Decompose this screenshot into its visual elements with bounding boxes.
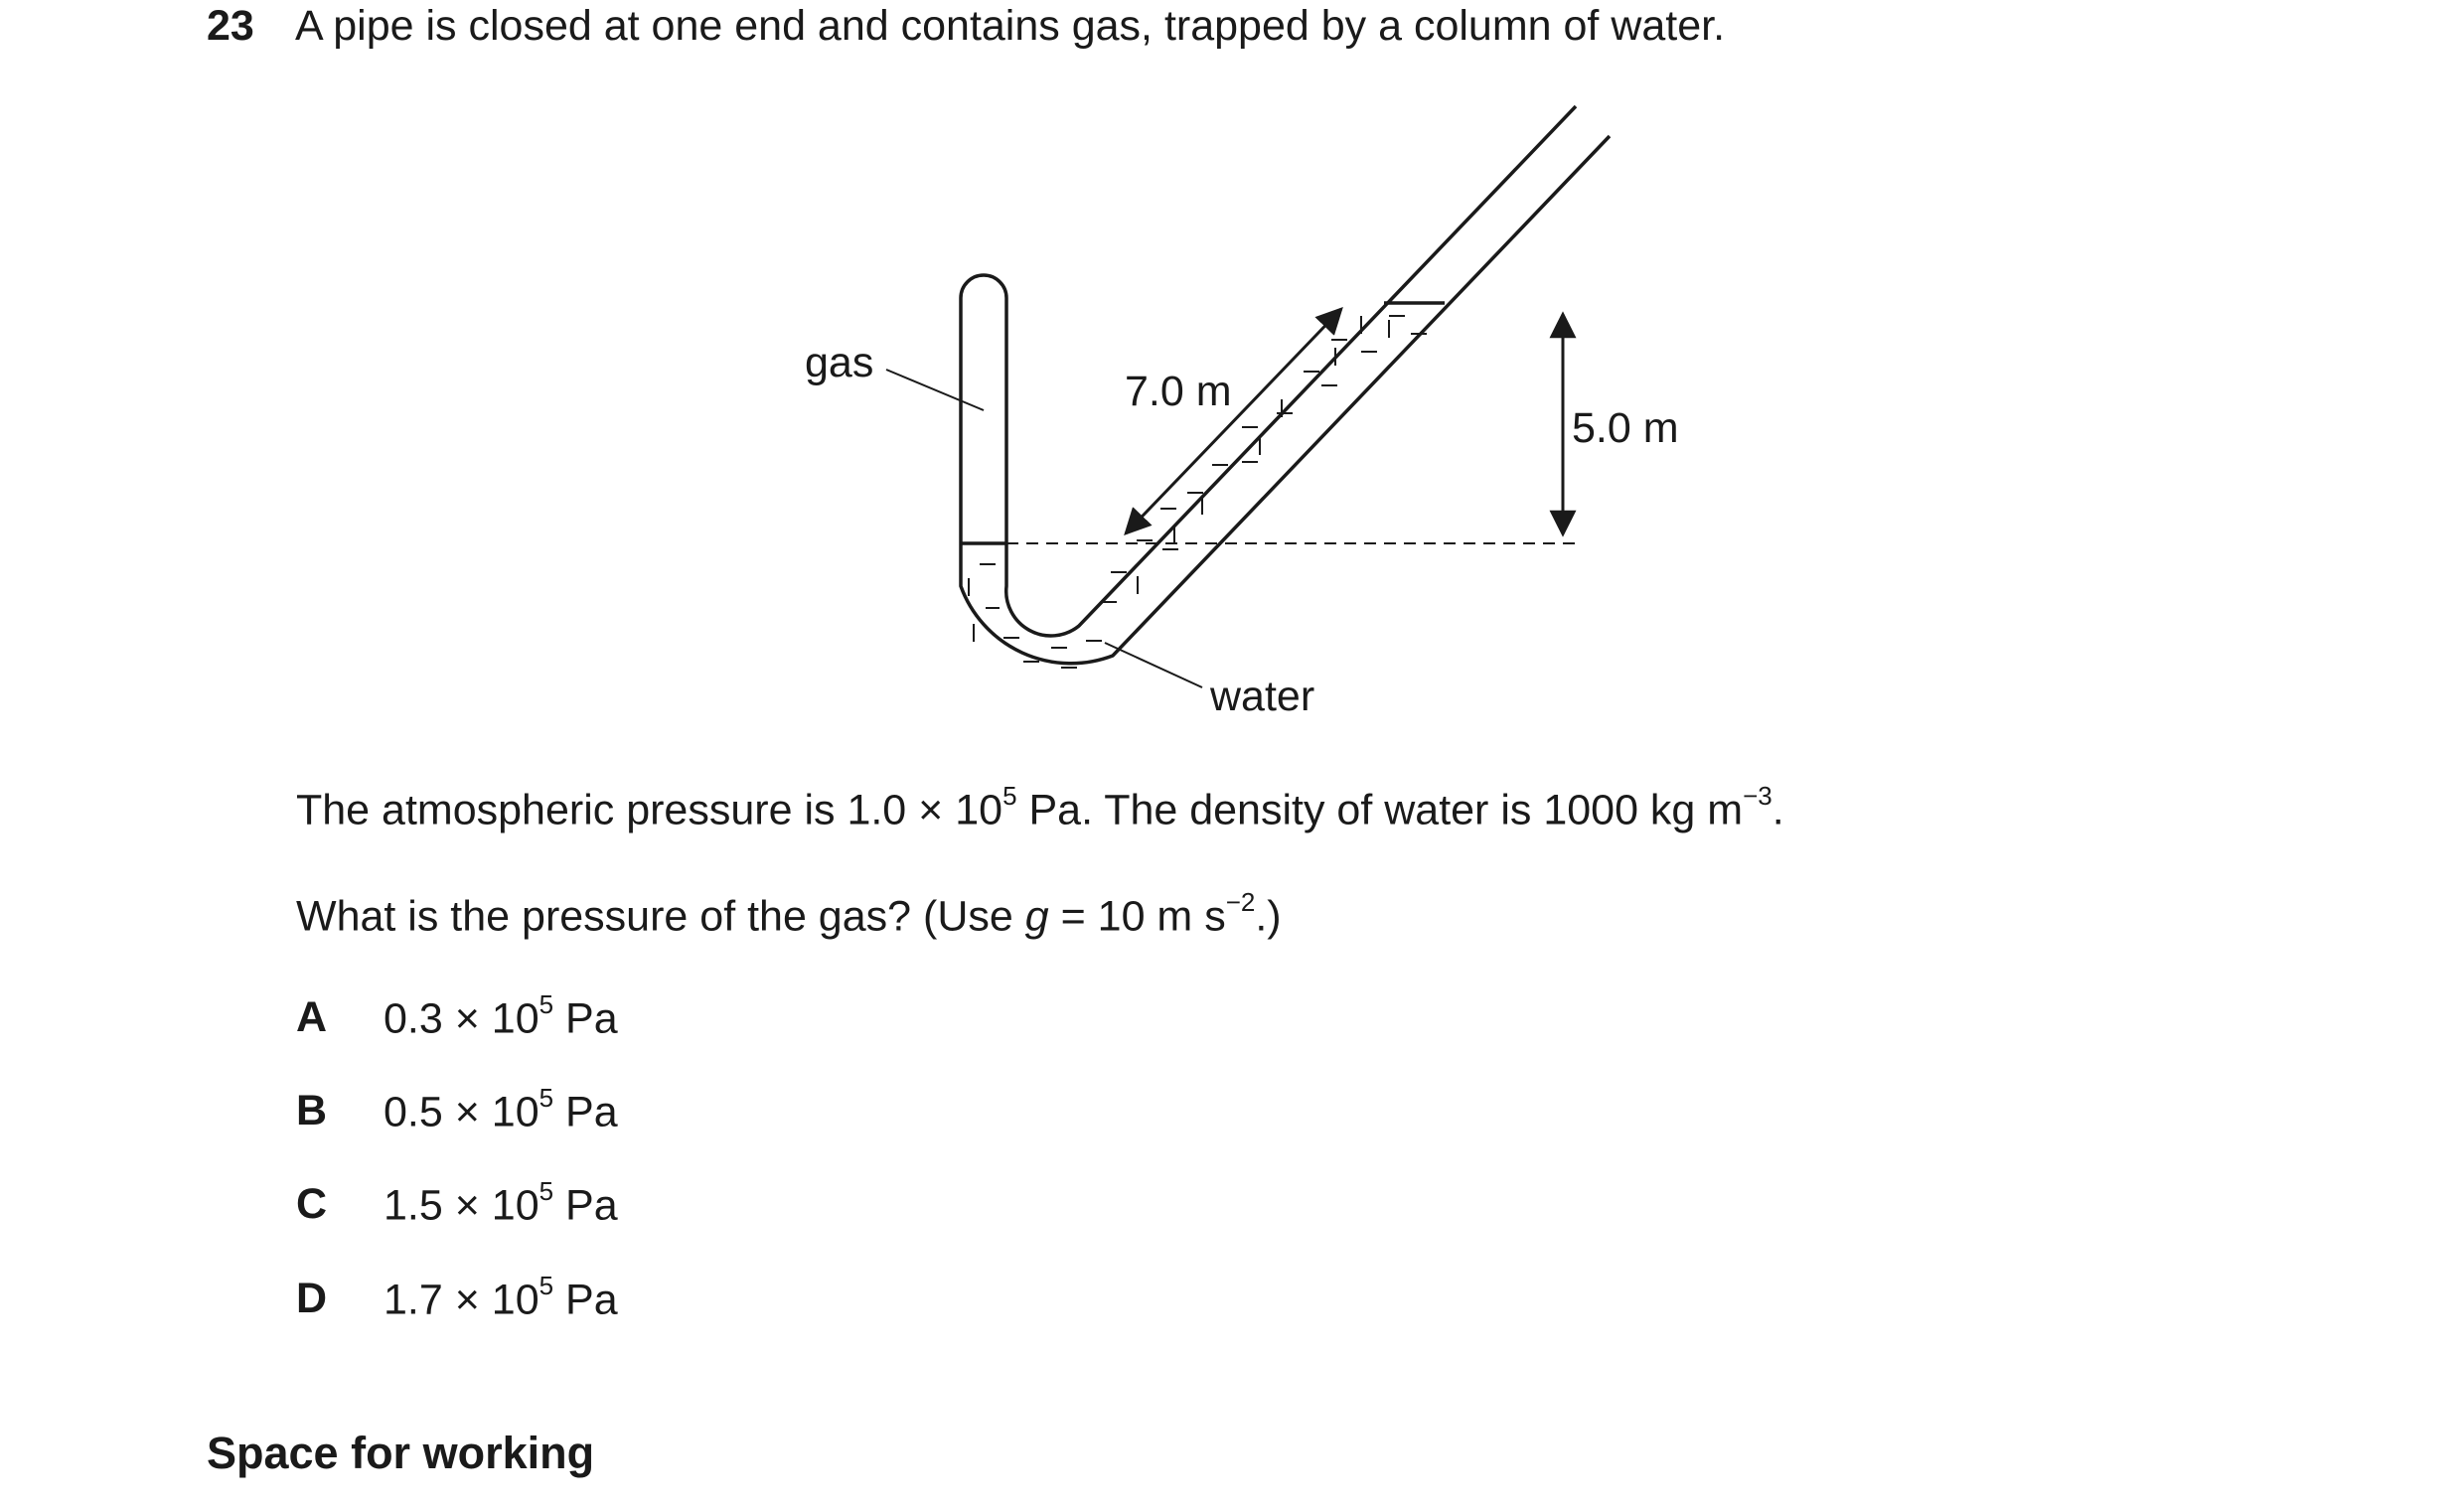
- gas-label: gas: [805, 339, 874, 386]
- option-c-letter[interactable]: C: [296, 1180, 328, 1228]
- question-number: 23: [207, 2, 254, 50]
- pipe-inner-wall: [961, 136, 1610, 664]
- gas-leader-line: [886, 370, 984, 410]
- height-label: 5.0 m: [1572, 404, 1679, 452]
- working-space-label: Space for working: [207, 1428, 595, 1478]
- option-b-text[interactable]: $0.5 \times 10^5$ Pa: [384, 1083, 618, 1136]
- atmospheric-info: The atmospheric pressure is $1.0 \times 10^5$ Pa. The density of water is 1000 kg $m^{-3}$.: [296, 781, 1784, 834]
- pipe-outer-wall: [961, 106, 1576, 636]
- option-a-text[interactable]: $0.3 \times 10^5$ Pa: [384, 989, 618, 1043]
- option-d-letter[interactable]: D: [296, 1275, 328, 1322]
- water-label: water: [1210, 673, 1315, 720]
- water-leader-line: [1105, 643, 1202, 687]
- option-c-text[interactable]: $1.5 \times 10^5$ Pa: [384, 1176, 618, 1230]
- question-stem: A pipe is closed at one end and contains gas, trapped by a column of water.: [295, 2, 1726, 50]
- option-a-letter[interactable]: A: [296, 993, 328, 1041]
- length-arrow: [1126, 309, 1341, 533]
- option-b-letter[interactable]: B: [296, 1087, 328, 1134]
- length-label: 7.0 m: [1125, 368, 1232, 415]
- option-d-text[interactable]: $1.7 \times 10^5$ Pa: [384, 1271, 618, 1324]
- question-prompt: What is the pressure of the gas? (Use g = 10 m $s^{-2}$.): [296, 887, 1282, 941]
